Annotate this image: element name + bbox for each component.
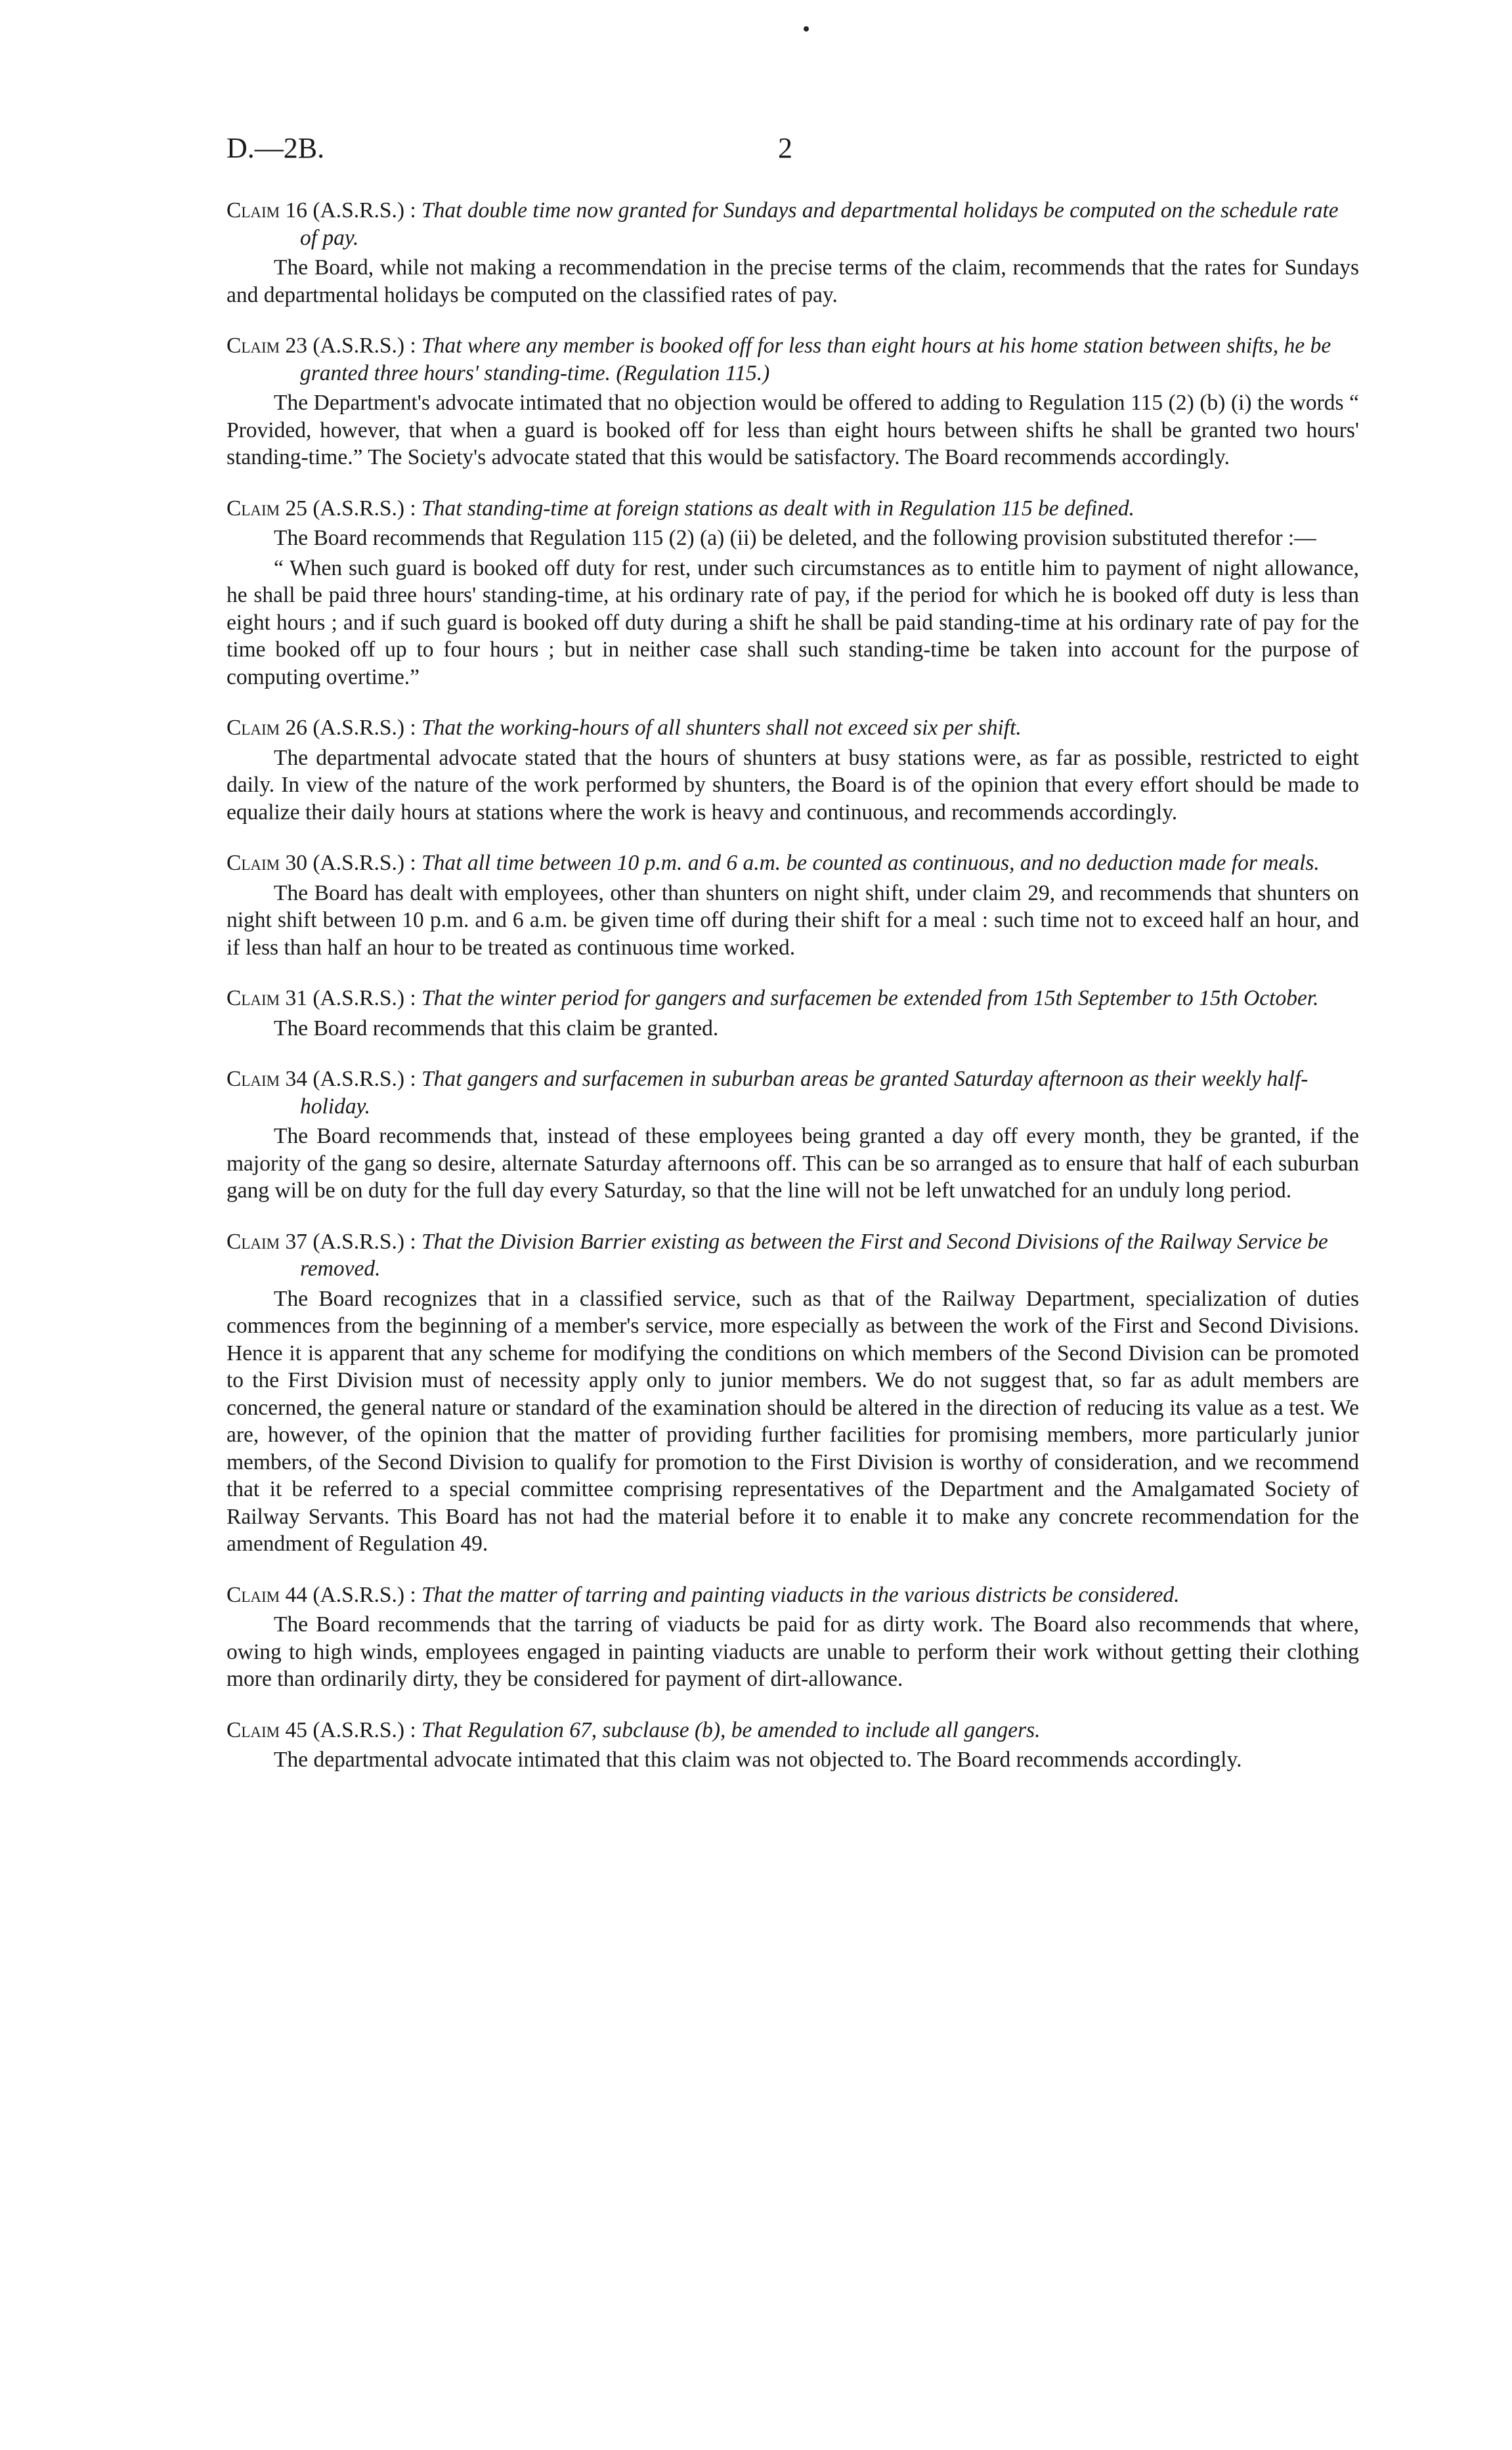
claim-block — [227, 985, 1359, 1042]
claim-heading — [227, 714, 1359, 742]
claim-heading — [227, 1717, 1359, 1744]
claim-heading — [227, 849, 1359, 877]
claim-reference: 34 (A.S.R.S.) : — [285, 1067, 416, 1091]
claim-body — [227, 1015, 1359, 1042]
claim-body — [227, 1611, 1359, 1693]
claim-block — [227, 1581, 1359, 1693]
stray-mark — [804, 26, 809, 32]
claim-heading — [227, 1065, 1359, 1120]
claim-body — [227, 254, 1359, 309]
claim-label: Claim — [227, 333, 280, 358]
claim-label: Claim — [227, 716, 280, 740]
claim-body — [227, 525, 1359, 691]
claim-block — [227, 1065, 1359, 1205]
claim-paragraph: The Board recognizes that in a classified service, such as that of the Railway Department, specialization of duties commences from the beginning of a member's service, more especially as between the work of the First and Second Divisions. Hence it is apparent that any scheme for modifying the conditions on which members of the Second Division can be promoted to the First Division must of necessity apply only to junior members. We do not suggest that, so far as adult members are concerned, the general nature or standard of the examination should be altered in the direction of reducing its value as a test. We are, however, of the opinion that the matter of providing further facilities for promising members, more particularly junior members, of the Second Division to qualify for promotion to the First Division is worthy of consideration, and we recommend that it be referred to a special committee comprising representatives of the Department and the Amalgamated Society of Railway Servants. This Board has not had the material before it to enable it to make any concrete recommendation for the amendment of Regulation 49. — [227, 1286, 1359, 1556]
claim-title: That double time now granted for Sundays and departmental holidays be computed on the schedule rate of pay. — [300, 198, 1339, 250]
claim-label: Claim — [227, 1067, 280, 1091]
claim-label: Claim — [227, 986, 280, 1010]
claim-heading — [227, 1228, 1359, 1283]
claim-block — [227, 1717, 1359, 1774]
claim-reference: 16 (A.S.R.S.) : — [285, 198, 416, 223]
claim-paragraph: The departmental advocate stated that the hours of shunters at busy stations were, as far as possible, restricted to eight daily. In view of the nature of the work performed by shunters, the Board is of the opinion that every effort should be made to equalize their daily hours at stations where the work is heavy and continuous, and recommends accordingly. — [227, 745, 1359, 825]
claim-label: Claim — [227, 851, 280, 875]
claim-reference: 30 (A.S.R.S.) : — [285, 851, 416, 875]
claim-reference: 23 (A.S.R.S.) : — [285, 333, 416, 358]
claim-paragraph: The Board recommends that Regulation 115 (2) (a) (ii) be deleted, and the following provision substituted therefor :— — [274, 526, 1316, 550]
claim-title: That all time between 10 p.m. and 6 a.m. be counted as continuous, and no deduction made for meals. — [421, 851, 1320, 875]
claim-block — [227, 714, 1359, 826]
claim-label: Claim — [227, 1582, 280, 1607]
claim-paragraph: The Board recommends that, instead of these employees being granted a day off every month, they be granted, if the majority of the gang so desire, alternate Saturday afternoons off. This can be so arranged as to ensure that half of each suburban gang will be on duty for the full day every Saturday, so that the line will not be left unwatched for an unduly long period. — [227, 1124, 1359, 1203]
claim-paragraph: The departmental advocate intimated that this claim was not objected to. The Board recommends accordingly. — [274, 1748, 1242, 1772]
claim-label: Claim — [227, 496, 280, 521]
claim-heading — [227, 1581, 1359, 1609]
claim-reference: 45 (A.S.R.S.) : — [285, 1717, 416, 1742]
claim-body — [227, 744, 1359, 827]
claim-paragraph: The Department's advocate intimated that no objection would be offered to adding to Regulation 115 (2) (b) (i) the words “ Provided, however, that when a guard is booked off for less than eight hours between shifts he shall be granted two hours' standing-time.” The Society's advocate stated that this would be satisfactory. The Board recommends accordingly. — [227, 391, 1359, 469]
claim-reference: 44 (A.S.R.S.) : — [285, 1582, 416, 1607]
page-number: 2 — [778, 132, 792, 164]
document-reference: D.—2B. — [227, 132, 325, 164]
claim-paragraph: The Board recommends that the tarring of viaducts be paid for as dirty work. The Board also recommends that where, owing to high winds, employees engaged in painting viaducts are unable to perform their work without getting their clothing more than ordinarily dirty, they be considered for payment of dirt-allowance. — [227, 1612, 1359, 1691]
claim-title: That gangers and surfacemen in suburban areas be granted Saturday afternoon as their weekly half-holiday. — [300, 1067, 1308, 1119]
claim-reference: 26 (A.S.R.S.) : — [285, 716, 416, 740]
claim-title: That where any member is booked off for less than eight hours at his home station between shifts, he be granted three hours' standing-time. (Regulation 115.) — [300, 333, 1331, 385]
claim-title: That Regulation 67, subclause (b), be amended to include all gangers. — [421, 1717, 1041, 1742]
claim-heading — [227, 495, 1359, 523]
claim-block — [227, 495, 1359, 691]
claim-label: Claim — [227, 198, 280, 223]
claim-paragraph: The Board, while not making a recommendation in the precise terms of the claim, recommends that the rates for Sundays and departmental holidays be computed on the classified rates of pay. — [227, 255, 1359, 307]
claim-label: Claim — [227, 1717, 280, 1742]
claim-paragraph: “ When such guard is booked off duty for rest, under such circumstances as to entitle him to payment of night allowance, he shall be paid three hours' standing-time, at his ordinary rate of pay, if the period for which he is booked off duty is less than eight hours ; and if such guard is booked off duty during a shift he shall be paid standing-time at his ordinary rate of pay for the time booked off up to four hours ; but in neither case shall such standing-time be taken into account for the purpose of computing overtime.” — [227, 555, 1359, 689]
claim-title: That the Division Barrier existing as between the First and Second Divisions of the Railway Service be removed. — [300, 1229, 1328, 1281]
claim-block — [227, 1228, 1359, 1558]
claim-block — [227, 849, 1359, 961]
claim-body — [227, 1746, 1359, 1774]
claim-block — [227, 332, 1359, 471]
claim-reference: 37 (A.S.R.S.) : — [285, 1229, 416, 1254]
claim-body — [227, 1285, 1359, 1558]
claims-list — [227, 197, 1359, 1797]
claim-paragraph: The Board recommends that this claim be granted. — [274, 1016, 719, 1041]
claim-block — [227, 197, 1359, 309]
claim-heading — [227, 332, 1359, 387]
claim-title: That the matter of tarring and painting viaducts in the various districts be considered. — [421, 1582, 1180, 1607]
claim-paragraph: The Board has dealt with employees, other than shunters on night shift, under claim 29, and recommends that shunters on night shift between 10 p.m. and 6 a.m. be given time off during their shift for a meal : such time not to exceed half an hour, and if less than half an hour to be treated as continuous time worked. — [227, 880, 1359, 960]
claim-reference: 25 (A.S.R.S.) : — [285, 496, 416, 521]
claim-label: Claim — [227, 1229, 280, 1254]
claim-title: That standing-time at foreign stations as dealt with in Regulation 115 be defined. — [421, 496, 1134, 521]
claim-heading — [227, 985, 1359, 1012]
claim-title: That the winter period for gangers and surfacemen be extended from 15th September to 15th October. — [421, 986, 1319, 1010]
claim-body — [227, 389, 1359, 471]
claim-body — [227, 1123, 1359, 1205]
claim-heading — [227, 197, 1359, 251]
claim-body — [227, 880, 1359, 962]
claim-reference: 31 (A.S.R.S.) : — [285, 986, 416, 1010]
claim-title: That the working-hours of all shunters shall not exceed six per shift. — [421, 716, 1022, 740]
